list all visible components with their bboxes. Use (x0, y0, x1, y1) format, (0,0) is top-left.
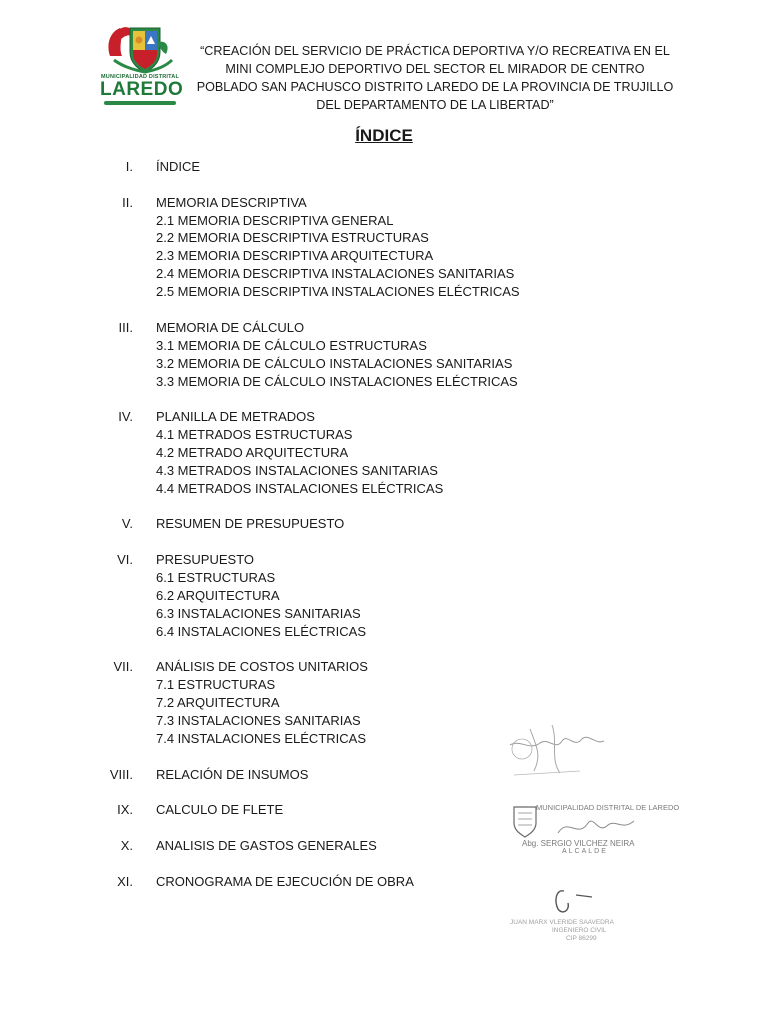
toc-heading (0, 319, 768, 337)
stamp-municipality: MUNICIPALIDAD DISTRITAL DE LAREDO (536, 803, 680, 812)
toc-item (0, 426, 768, 444)
toc-item-label: 7.2 ARQUITECTURA (156, 695, 280, 711)
toc-item (0, 480, 768, 498)
project-title: “CREACIÓN DEL SERVICIO DE PRÁCTICA DEPORTIVA Y/O RECREATIVA EN EL MINI COMPLEJO DEPORTIVO DEL SECTOR EL MIRADOR DE CENTRO POBLADO SAN PACHUSCO DISTRITO LAREDO DE LA PROVINCIA DE TRUJILLO DEL DEPARTAMENTO DE LA LIBERTAD” (196, 44, 674, 112)
toc-item (0, 337, 768, 355)
toc-item (0, 605, 768, 623)
toc-item (0, 462, 768, 480)
signature-scribble-icon (500, 715, 670, 785)
toc-item-label: 2.3 MEMORIA DESCRIPTIVA ARQUITECTURA (156, 248, 434, 264)
toc-section-title: CRONOGRAMA DE EJECUCIÓN DE OBRA (156, 873, 414, 889)
toc-section-number: V. (121, 516, 133, 532)
toc-item-label: 4.2 METRADO ARQUITECTURA (156, 444, 349, 460)
toc-section-title: RESUMEN DE PRESUPUESTO (156, 516, 345, 532)
toc-item (0, 247, 768, 265)
toc-item (0, 676, 768, 694)
toc-section (0, 408, 768, 497)
toc-section-number: I. (125, 159, 133, 174)
toc-item-label: 2.1 MEMORIA DESCRIPTIVA GENERAL (156, 212, 394, 228)
stamp-engineer-cip: CIP 86299 (566, 935, 597, 942)
toc-section-title: ANALISIS DE GASTOS GENERALES (156, 838, 377, 853)
toc-item-label: 6.3 INSTALACIONES SANITARIAS (156, 605, 361, 621)
toc-section-title: ANÁLISIS DE COSTOS UNITARIOS (156, 659, 368, 675)
toc-item-label: 6.1 ESTRUCTURAS (156, 570, 276, 586)
toc-section (0, 194, 768, 301)
logo-ribbon (104, 101, 176, 105)
toc-item-label: 2.4 MEMORIA DESCRIPTIVA INSTALACIONES SANITARIAS (156, 266, 515, 282)
toc-section-number: X. (120, 838, 133, 853)
toc-item-label: 7.1 ESTRUCTURAS (156, 677, 276, 693)
signature-engineer-icon (540, 885, 600, 919)
toc-item-label: 3.2 MEMORIA DE CÁLCULO INSTALACIONES SANITARIAS (156, 355, 513, 371)
toc-section-number: II. (122, 194, 133, 210)
toc-item-label: 4.4 METRADOS INSTALACIONES ELÉCTRICAS (156, 480, 444, 496)
toc-item (0, 212, 768, 230)
toc-heading (0, 551, 768, 569)
toc-section (0, 319, 768, 391)
toc-section-title: PLANILLA DE METRADOS (156, 409, 315, 425)
toc-heading (0, 658, 768, 676)
toc-section-number: III. (118, 319, 133, 335)
toc-item-label: 3.3 MEMORIA DE CÁLCULO INSTALACIONES ELÉCTRICAS (156, 373, 518, 389)
stamp-mayor-role: ALCALDE (562, 848, 608, 855)
toc-section-title: ÍNDICE (156, 159, 201, 174)
toc-item-label: 6.4 INSTALACIONES ELÉCTRICAS (156, 623, 366, 639)
toc-section-number: VI. (117, 552, 133, 568)
toc-item (0, 283, 768, 301)
stamp-mayor-name: Abg. SERGIO VILCHEZ NEIRA (522, 839, 635, 848)
toc-item (0, 569, 768, 587)
stamp-engineer-role: INGENIERO CIVIL (552, 927, 607, 934)
toc-section-title: RELACIÓN DE INSUMOS (156, 766, 309, 782)
toc-section-number: VIII. (109, 766, 133, 782)
toc-section-title: CALCULO DE FLETE (156, 802, 284, 818)
toc-heading (0, 515, 768, 533)
toc-section (0, 515, 768, 533)
toc-section-number: XI. (117, 873, 133, 889)
toc-heading (0, 408, 768, 426)
toc-section-title: MEMORIA DESCRIPTIVA (156, 194, 307, 210)
toc-item (0, 587, 768, 605)
toc-item (0, 623, 768, 641)
toc-section (0, 158, 768, 176)
signature-stamps (500, 715, 680, 965)
toc-item-label: 4.3 METRADOS INSTALACIONES SANITARIAS (156, 462, 438, 478)
toc-item-label: 2.2 MEMORIA DESCRIPTIVA ESTRUCTURAS (156, 230, 429, 246)
toc-item-label: 3.1 MEMORIA DE CÁLCULO ESTRUCTURAS (156, 337, 427, 353)
toc-item (0, 694, 768, 712)
toc-section-number: IV. (118, 409, 133, 425)
toc-item-label: 6.2 ARQUITECTURA (156, 587, 280, 603)
index-heading: ÍNDICE (355, 126, 413, 145)
stamp-engineer-name: JUAN MARX VLERIDE SAAVEDRA (510, 919, 614, 926)
toc-item-label: 7.3 INSTALACIONES SANITARIAS (156, 713, 361, 729)
toc-section-number: IX. (117, 802, 133, 818)
logo-city-name: LAREDO (100, 79, 184, 100)
toc-item (0, 355, 768, 373)
toc-heading (0, 158, 768, 176)
toc-item-label: 7.4 INSTALACIONES ELÉCTRICAS (156, 730, 366, 746)
toc-section-title: MEMORIA DE CÁLCULO (156, 319, 305, 335)
coat-of-arms-icon (100, 22, 180, 76)
municipality-logo (100, 22, 184, 108)
toc-section-number: VII. (113, 659, 133, 675)
toc-item (0, 229, 768, 247)
toc-item-label: 4.1 METRADOS ESTRUCTURAS (156, 427, 353, 443)
logo-municipality-label: MUNICIPALIDAD DISTRITAL (100, 74, 180, 80)
toc-heading (0, 194, 768, 212)
toc-item (0, 265, 768, 283)
toc-item (0, 373, 768, 391)
toc-item (0, 444, 768, 462)
toc-section (0, 551, 768, 640)
toc-section-title: PRESUPUESTO (156, 552, 255, 568)
toc-item-label: 2.5 MEMORIA DESCRIPTIVA INSTALACIONES ELÉCTRICAS (156, 284, 520, 300)
